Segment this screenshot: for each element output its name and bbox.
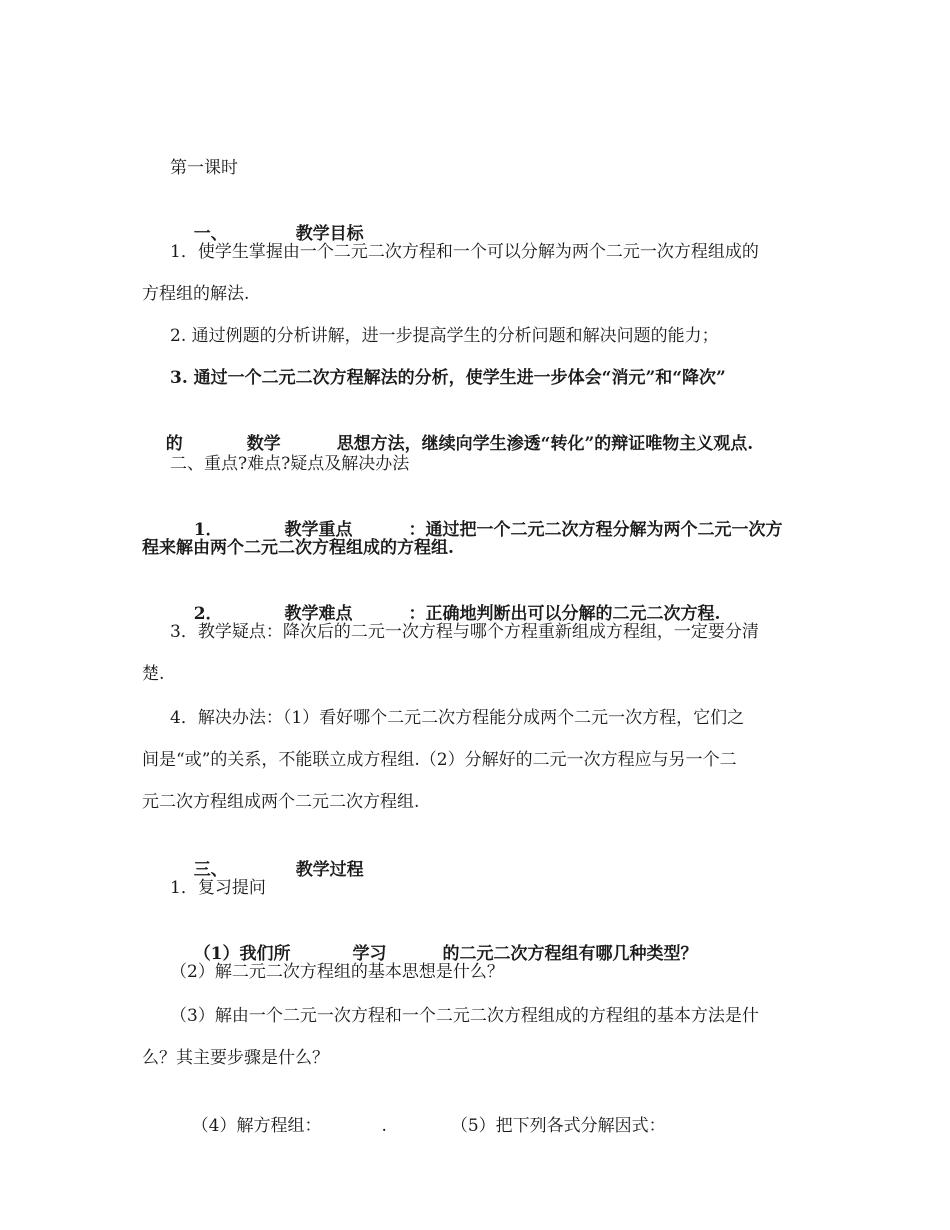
key-point-2-text: ：正确地判断出可以分解的二元二次方程. [408, 604, 721, 624]
question-1-part-a: （1）我们所 [193, 944, 291, 964]
key-point-1-line-2: 程来解由两个二元二次方程组成的方程组. [142, 538, 454, 558]
question-3-line-1: （3）解由一个二元一次方程和一个二元二次方程组成的方程组的基本方法是什 [170, 1006, 759, 1026]
key-point-1-label: 教学重点 [284, 520, 353, 540]
question-3-line-2: 么？其主要步骤是什么？ [142, 1048, 329, 1068]
goal-3-part-a: 的 [165, 434, 183, 454]
question-1-part-c: 的二元二次方程组有哪几种类型？ [442, 944, 698, 964]
section-1-number: 一、 [193, 224, 228, 244]
goal-1-line-2: 方程组的解法. [142, 284, 250, 304]
key-point-3-line-2: 楚. [142, 664, 165, 684]
goal-2: 2. 通过例题的分析讲解，进一步提高学生的分析问题和解决问题的能力； [170, 326, 719, 346]
goal-1-line-1: 1．使学生掌握由一个二元二次方程和一个可以分解为两个二元一次方程组成的 [170, 242, 759, 262]
lesson-heading: 第一课时 [170, 158, 238, 178]
section-2-heading: 二、重点?难点?疑点及解决办法 [170, 454, 410, 474]
key-point-2-number: 2． [193, 604, 223, 624]
review-heading: 1．复习提问 [170, 878, 266, 898]
key-point-3-line-1: 3．教学疑点：降次后的二元一次方程与哪个方程重新组成方程组，一定要分清 [170, 622, 759, 642]
question-5: （5）把下列各式分解因式： [450, 1116, 666, 1136]
question-4-period: . [381, 1116, 387, 1136]
key-point-1-text: ：通过把一个二元二次方程分解为两个二元一次方 [408, 520, 783, 540]
key-point-4-line-3: 元二次方程组成两个二元二次方程组. [142, 792, 420, 812]
section-3-number: 三、 [193, 860, 228, 880]
question-2: （2）解二元二次方程组的基本思想是什么？ [170, 962, 504, 982]
key-point-4-line-2: 间是“或”的关系，不能联立成方程组.（2）分解好的二元一次方程应与另一个二 [142, 750, 737, 770]
key-point-4-line-1: 4．解决办法：（1）看好哪个二元二次方程能分成两个二元一次方程，它们之 [170, 708, 745, 728]
question-1-part-b: 学习 [352, 944, 387, 964]
question-4: （4）解方程组： [191, 1116, 322, 1136]
goal-3-line-1: 3. 通过一个二元二次方程解法的分析，使学生进一步体会“消元”和“降次” [170, 368, 726, 388]
section-3-title: 教学过程 [295, 860, 364, 880]
question-4-5 [170, 1090, 666, 1162]
key-point-2-label: 教学难点 [284, 604, 353, 624]
goal-3-part-b: 数学 [246, 434, 281, 454]
key-point-1-number: 1． [193, 520, 223, 540]
goal-3-part-c: 思想方法，继续向学生渗透“转化”的辩证唯物主义观点. [336, 434, 754, 454]
section-1-title: 教学目标 [295, 224, 364, 244]
